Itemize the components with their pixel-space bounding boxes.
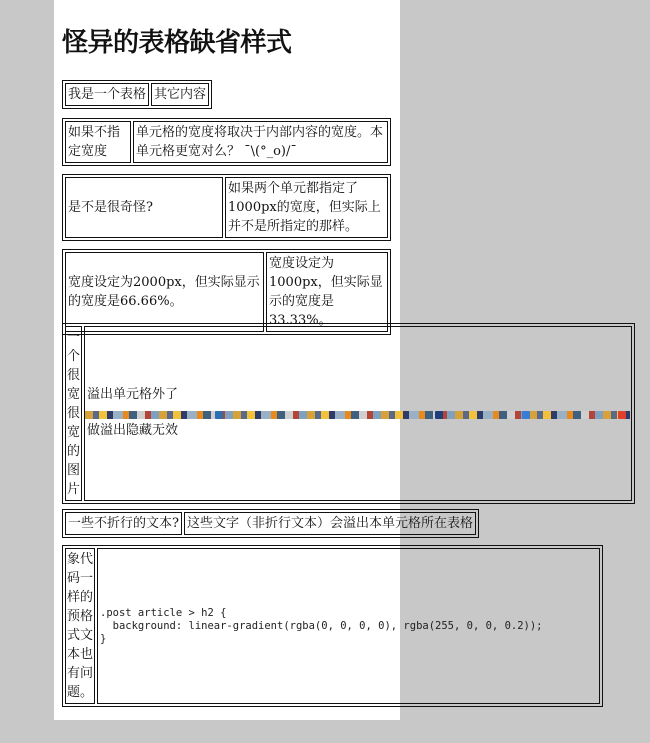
demo-table-2: [62, 118, 391, 166]
table-cell: 我是一个表格: [65, 83, 149, 106]
demo-table-1: [62, 80, 212, 109]
table-cell: 象代码一样的预格式文本也有问题。: [65, 548, 95, 704]
demo-table-6: [62, 509, 479, 538]
image-icon: [435, 411, 443, 419]
vertical-text: 一个很宽很宽的图片: [67, 330, 81, 497]
wide-image: [85, 411, 630, 419]
overflow-text-2: 做溢出隐藏无效: [87, 423, 179, 438]
page-title: 怪异的表格缺省样式: [62, 28, 292, 58]
table-cell: 是不是很奇怪?: [65, 177, 223, 238]
image-icon: [618, 411, 626, 419]
image-icon: [522, 411, 530, 419]
table-cell: [84, 326, 632, 501]
table-cell: 这些文字（非折行文本）会溢出本单元格所在表格: [184, 512, 476, 535]
demo-table-5: [62, 323, 635, 504]
table-cell: 单元格的宽度将取决于内部内容的宽度。本单元格更宽对么？ ¯\(°_o)/¯: [133, 121, 388, 163]
table-cell: 如果两个单元都指定了1000px的宽度，但实际上并不是所指定的那样。: [225, 177, 388, 238]
demo-table-7: [62, 545, 603, 707]
code-block: .post article > h2 { background: linear-gradient(rgba(0, 0, 0, 0), rgba(255, 0, 0, 0.2)); }: [100, 606, 543, 645]
code-cell: [97, 548, 600, 704]
table-cell: 宽度设定为1000px，但实际显示的宽度是33.33%。: [266, 252, 388, 332]
image-icon: [215, 411, 223, 419]
table-cell: 宽度设定为2000px，但实际显示的宽度是66.66%。: [65, 252, 264, 332]
table-cell: [65, 326, 82, 501]
table-cell: 一些不折行的文本?: [65, 512, 182, 535]
demo-table-3: [62, 174, 391, 241]
overflow-text-1: 溢出单元格外了: [87, 387, 179, 402]
table-cell: 如果不指定宽度: [65, 121, 131, 163]
table-cell: 其它内容: [151, 83, 209, 106]
